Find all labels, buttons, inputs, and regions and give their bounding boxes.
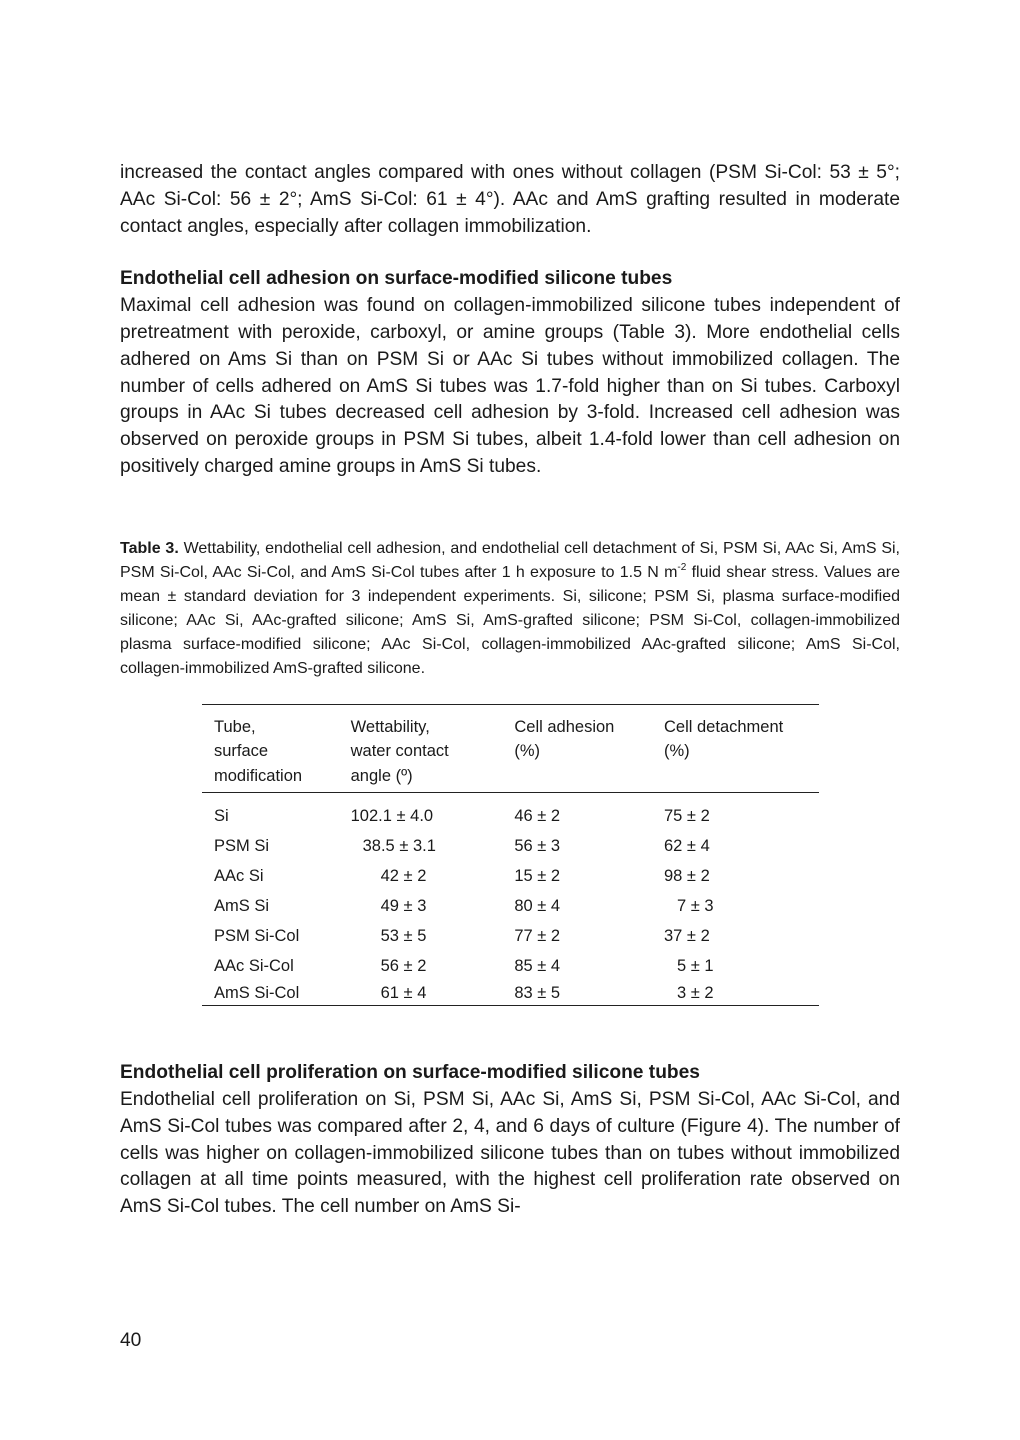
data-table-wrapper bbox=[202, 704, 819, 1007]
data-table bbox=[202, 704, 819, 1007]
cell-adhesion: 85 ± 4 bbox=[514, 957, 561, 976]
header-detachment-line: (%) bbox=[664, 742, 690, 761]
cell-tube: PSM Si bbox=[214, 837, 270, 856]
table-row bbox=[202, 793, 819, 832]
cell-wettability: 53 ± 5 bbox=[380, 927, 427, 946]
table-caption-text-2: fluid shear stress. Values are mean ± standard deviation for 3 independent experiments. Si, silicone; PSM Si, plasma surface-modified silicone; AAc Si, AAc-grafted silicone; AmS Si, AmS-grafted silicone; PSM Si-Col, collagen-immobilized plasma surface-modified silicone; AAc Si-Col, collagen-immobilized AAc-grafted silicone; AmS Si-Col, collagen-immobilized AmS-grafted silicone. bbox=[120, 563, 901, 677]
proliferation-section-body: Endothelial cell proliferation on Si, PSM Si, AAc Si, AmS Si, PSM Si-Col, AAc Si-Col, and AmS Si-Col tubes was compared after 2, 4, and 6 days of culture (Figure 4). The number of cells was higher on collagen-immobilized silicone tubes than on tubes without immobilized collagen at all time points measured, with the highest cell proliferation rate observed on AmS Si-Col tubes. The cell number on AmS Si- bbox=[120, 1089, 900, 1218]
table-caption-text-1: Wettability, endothelial cell adhesion, and endothelial cell detachment of Si, PSM Si, AAc Si, AmS Si, PSM Si-Col, AAc Si-Col, and AmS Si-Col tubes after 1 h exposure to 1.5 N m bbox=[120, 539, 900, 581]
table-caption bbox=[120, 537, 900, 681]
cell-adhesion: 46 ± 2 bbox=[514, 807, 561, 826]
table-row bbox=[202, 891, 819, 921]
header-adhesion-line: (%) bbox=[514, 742, 541, 761]
cell-detachment: 5 ± 1 bbox=[677, 957, 714, 976]
header-detachment-line: Cell detachment bbox=[664, 717, 784, 736]
table-row bbox=[202, 981, 819, 1006]
cell-adhesion: 83 ± 5 bbox=[502, 981, 652, 1006]
table-row bbox=[202, 921, 819, 951]
page-number: 40 bbox=[120, 1330, 142, 1351]
cell-wettability: 61 ± 4 bbox=[339, 981, 503, 1006]
header-adhesion-line: Cell adhesion bbox=[514, 717, 615, 736]
header-tube-line: surface bbox=[214, 742, 269, 761]
intro-paragraph: increased the contact angles compared with ones without collagen (PSM Si-Col: 53 ± 5°; AAc Si-Col: 56 ± 2°; AmS Si-Col: 61 ± 4°). AAc and AmS grafting resulted in moderate contact angles, especially after collagen immobilization. bbox=[120, 162, 900, 237]
header-wettability-line: angle (º) bbox=[350, 766, 413, 785]
cell-detachment: 62 ± 4 bbox=[664, 837, 710, 856]
header-wettability-line: Wettability, bbox=[350, 717, 430, 736]
cell-tube: PSM Si-Col bbox=[214, 927, 300, 946]
table-row bbox=[202, 831, 819, 861]
cell-wettability: 42 ± 2 bbox=[380, 867, 427, 886]
header-wettability bbox=[339, 704, 503, 793]
table-header-row bbox=[202, 704, 819, 793]
cell-detachment: 37 ± 2 bbox=[664, 927, 710, 946]
header-tube bbox=[202, 704, 339, 793]
cell-detachment: 3 ± 2 bbox=[652, 981, 819, 1006]
cell-adhesion: 77 ± 2 bbox=[514, 927, 561, 946]
table-row bbox=[202, 951, 819, 981]
cell-adhesion: 56 ± 3 bbox=[514, 837, 561, 856]
page-content bbox=[120, 160, 900, 1221]
header-cell-adhesion bbox=[502, 704, 652, 793]
cell-tube: Si bbox=[214, 807, 229, 826]
cell-wettability: 49 ± 3 bbox=[380, 897, 427, 916]
header-wettability-line: water contact bbox=[350, 742, 449, 761]
table-caption-superscript: -2 bbox=[677, 561, 687, 573]
adhesion-section-body: Maximal cell adhesion was found on collagen-immobilized silicone tubes independent of pretreatment with peroxide, carboxyl, or amine groups (Table 3). More endothelial cells adhered on Ams Si than on PSM Si or AAc Si tubes without immobilized collagen. The number of cells adhered on AmS Si tubes was 1.7-fold higher than on Si tubes. Carboxyl groups in AAc Si tubes decreased cell adhesion by 3-fold. Increased cell adhesion was observed on peroxide groups in PSM Si tubes, albeit 1.4-fold lower than cell adhesion on positively charged amine groups in AmS Si tubes. bbox=[120, 295, 900, 477]
cell-tube: AmS Si-Col bbox=[202, 981, 339, 1006]
table-row bbox=[202, 861, 819, 891]
cell-adhesion: 80 ± 4 bbox=[514, 897, 561, 916]
cell-wettability: 38.5 ± 3.1 bbox=[362, 837, 436, 856]
cell-adhesion: 15 ± 2 bbox=[514, 867, 561, 886]
header-tube-line: modification bbox=[214, 766, 303, 785]
cell-tube: AmS Si bbox=[214, 897, 270, 916]
cell-wettability: 56 ± 2 bbox=[380, 957, 427, 976]
cell-detachment: 75 ± 2 bbox=[664, 807, 710, 826]
adhesion-section-heading: Endothelial cell adhesion on surface-modified silicone tubes bbox=[120, 268, 673, 290]
cell-detachment: 98 ± 2 bbox=[664, 867, 710, 886]
cell-tube: AAc Si bbox=[214, 867, 264, 886]
proliferation-section-heading: Endothelial cell proliferation on surface-modified silicone tubes bbox=[120, 1062, 700, 1084]
cell-tube: AAc Si-Col bbox=[214, 957, 294, 976]
table-caption-label: Table 3. bbox=[120, 539, 179, 557]
cell-detachment: 7 ± 3 bbox=[677, 897, 714, 916]
cell-wettability: 102.1 ± 4.0 bbox=[350, 807, 434, 826]
header-tube-line: Tube, bbox=[214, 717, 256, 736]
header-cell-detachment bbox=[652, 704, 819, 793]
